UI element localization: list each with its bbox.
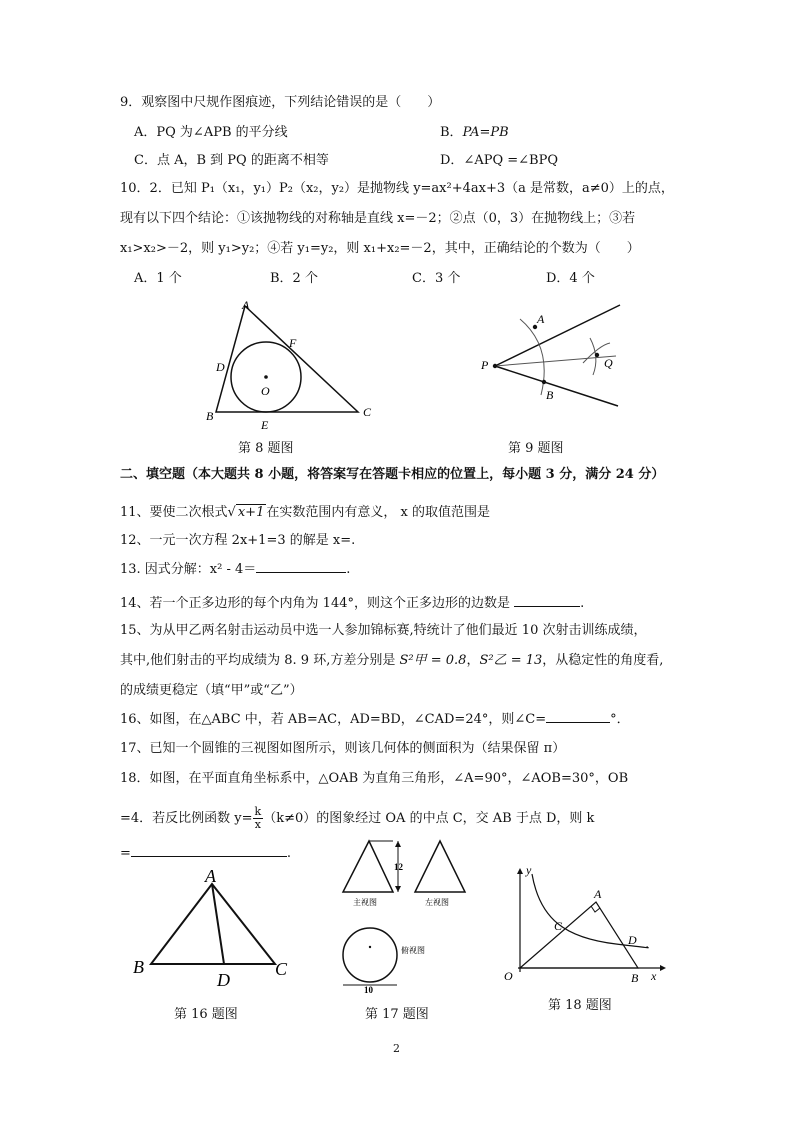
label-b: B <box>133 957 144 977</box>
label-c: C <box>554 919 563 933</box>
label-p: P <box>481 358 489 372</box>
label-b: B <box>631 971 639 985</box>
point-q <box>595 353 599 357</box>
arc-mark-1 <box>590 338 596 375</box>
q15-line1: 15、为从甲乙两名射击运动员中选一人参加锦标赛,特统计了他们最近 10 次射击训练成绩， <box>120 623 647 638</box>
label-a: A <box>537 312 545 326</box>
q11 <box>120 504 490 522</box>
point-b <box>542 380 546 384</box>
q18-line2-suffix: （k≠0）的图象经过 OA 的中点 C，交 AB 于点 D，则 k <box>263 811 595 826</box>
arrow-up-icon <box>395 841 401 847</box>
q15-line2 <box>120 652 663 670</box>
answer-blank[interactable] <box>546 710 610 723</box>
q10-option-c: C．3 个 <box>412 271 461 286</box>
x-axis-arrow-icon <box>660 965 666 971</box>
q10-line2: 现有以下四个结论：①该抛物线的对称轴是直线 x=－2；②点（0，3）在抛物线上；③若 <box>120 211 636 226</box>
q10-line3: x₁>x₂>－2，则 y₁>y₂；④若 y₁=y₂，则 x₁+x₂=－2，其中，正确结论的个数为（ ） <box>120 241 640 256</box>
q18-line3-prefix: = <box>120 846 131 861</box>
q18-line2 <box>120 806 594 831</box>
q10-option-a: A．1 个 <box>134 271 182 286</box>
option-label: C． <box>134 153 157 168</box>
label-b: B <box>206 409 214 423</box>
q15-line3: 的成绩更稳定（填“甲”或“乙”） <box>120 683 303 698</box>
diameter-label: 10 <box>364 985 373 995</box>
label-a: A <box>205 866 216 886</box>
front-view-label: 主视图 <box>353 898 377 907</box>
variance-yi: S²乙 = 13 <box>479 653 543 668</box>
q10-line1: 10．2．已知 P₁（x₁，y₁）P₂（x₂，y₂）是抛物线 y=ax²+4ax+3（a 是常数，a≠0）上的点， <box>120 181 674 196</box>
label-b: B <box>546 388 554 402</box>
ray-pb <box>495 366 618 406</box>
option-label: D． <box>440 153 464 168</box>
figure-8 <box>200 295 380 435</box>
label-d: D <box>217 970 230 990</box>
sqrt-sign: √ <box>227 505 236 520</box>
figure-16-caption: 第 16 题图 <box>174 1007 238 1022</box>
front-view <box>343 841 404 907</box>
label-a: A <box>242 298 250 312</box>
q15-line2-prefix: 其中,他们射击的平均成绩为 8. 9 环,方差分别是 <box>120 653 396 668</box>
figure-9 <box>475 295 640 410</box>
figure-17-caption: 第 17 题图 <box>365 1007 429 1022</box>
q15-line2-suffix: ，从稳定性的角度看, <box>542 653 664 668</box>
answer-blank[interactable] <box>514 594 580 607</box>
q18-line3 <box>120 844 291 863</box>
q17: 17、已知一个圆锥的三视图如图所示，则该几何体的侧面积为（结果保留 π） <box>120 741 566 756</box>
q14 <box>120 594 584 613</box>
top-view-circle <box>343 928 397 982</box>
q13-suffix: . <box>346 562 351 577</box>
q16-suffix: °． <box>610 712 630 727</box>
q16-prefix: 16、如图，在△ABC 中，若 AB=AC，AD=BD，∠CAD=24°，则∠C= <box>120 712 547 727</box>
fraction-k-over-x <box>253 806 264 831</box>
label-y: y <box>526 863 532 877</box>
q18-line1: 18．如图，在平面直角坐标系中，△OAB 为直角三角形，∠A=90°，∠AOB=30°，OB <box>120 771 629 786</box>
label-d: D <box>216 360 225 374</box>
label-x: x <box>651 969 657 983</box>
center-point <box>369 946 371 948</box>
option-text: PQ 为∠APB 的平分线 <box>156 125 288 140</box>
q14-suffix: . <box>580 596 585 611</box>
q13 <box>120 560 350 579</box>
variance-jia: S²甲 = 0.8 <box>399 653 467 668</box>
top-view <box>343 928 425 995</box>
arc-ab <box>520 319 544 395</box>
q9-option-d <box>440 152 558 170</box>
label-c: C <box>275 959 288 979</box>
left-view-label: 左视图 <box>425 898 449 907</box>
option-text: 点 A，B 到 PQ 的距离不相等 <box>156 153 329 168</box>
arrow-down-icon <box>395 886 401 892</box>
q11-suffix: 在实数范围内有意义， x 的取值范围是 <box>266 505 490 520</box>
top-view-label: 俯视图 <box>401 946 425 955</box>
height-label: 12 <box>394 862 403 872</box>
label-o: O <box>261 384 270 398</box>
q14-prefix: 14、若一个正多边形的每个内角为 144°，则这个正多边形的边数是 <box>120 596 510 611</box>
option-label: B． <box>440 125 463 140</box>
q16 <box>120 710 630 729</box>
q18-line2-prefix: =4．若反比例函数 y= <box>120 811 253 826</box>
q11-prefix: 11、要使二次根式 <box>120 505 228 520</box>
fraction-numerator: k <box>254 805 262 818</box>
label-o: O <box>504 969 513 983</box>
variance-separator: ， <box>466 653 480 668</box>
figure-8-caption: 第 8 题图 <box>238 441 294 456</box>
q12: 12、一元一次方程 2x+1=3 的解是 x=. <box>120 533 356 548</box>
option-label: A． <box>134 125 157 140</box>
center-point <box>264 375 268 379</box>
option-text: PA=PB <box>462 125 509 140</box>
section-2-heading: 二、填空题（本大题共 8 小题，将答案写在答题卡相应的位置上，每小题 3 分，满分 24 分） <box>120 467 665 482</box>
answer-blank[interactable] <box>131 844 287 857</box>
q10-option-d: D．4 个 <box>546 271 595 286</box>
label-a: A <box>594 887 602 901</box>
label-f: F <box>289 336 297 350</box>
point-p <box>493 364 497 368</box>
front-view-triangle <box>343 841 393 892</box>
q9-option-c <box>134 152 329 170</box>
y-axis-arrow-icon <box>517 868 523 874</box>
figure-9-caption: 第 9 题图 <box>508 441 564 456</box>
page-number: 2 <box>393 1042 400 1055</box>
q13-prefix: 13. 因式分解：x² - 4＝ <box>120 562 257 577</box>
label-d: D <box>628 933 637 947</box>
fraction-denominator: x <box>254 818 261 831</box>
sqrt-radicand: x+1 <box>237 505 265 520</box>
figure-18 <box>496 860 671 985</box>
left-view-triangle <box>415 841 465 892</box>
option-text: ∠APQ =∠BPQ <box>463 153 558 168</box>
left-view <box>415 841 465 907</box>
label-c: C <box>363 405 372 419</box>
q18-line3-suffix: . <box>286 846 292 861</box>
q9-option-b <box>440 124 509 142</box>
figure-18-caption: 第 18 题图 <box>548 998 612 1013</box>
q9-stem: 9．观察图中尺规作图痕迹，下列结论错误的是（ ） <box>120 95 441 110</box>
label-q: Q <box>604 356 613 370</box>
figure-17 <box>335 835 475 995</box>
q10-option-b: B．2 个 <box>270 271 318 286</box>
answer-blank[interactable] <box>256 560 346 573</box>
q9-option-a <box>134 124 288 142</box>
label-e: E <box>261 418 269 432</box>
figure-16 <box>125 862 300 992</box>
